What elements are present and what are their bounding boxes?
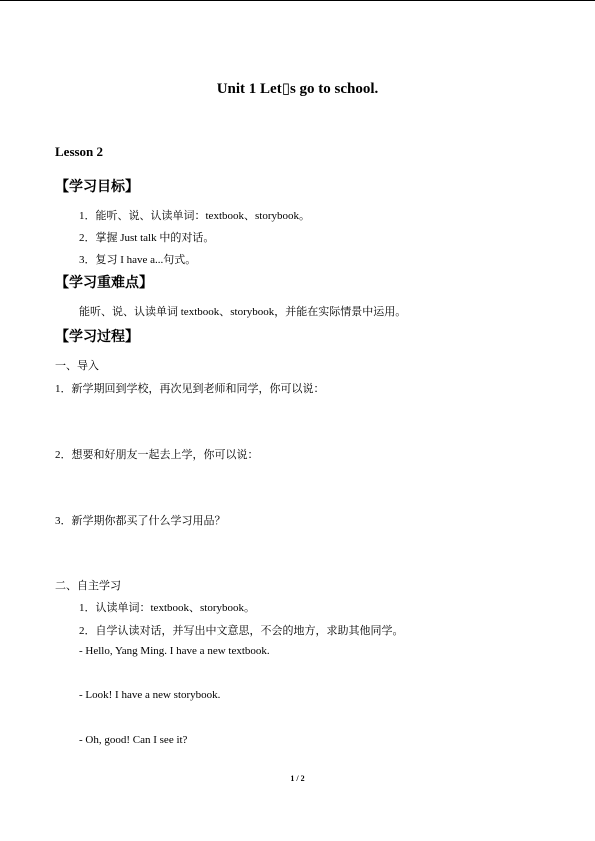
lesson-label: Lesson 2 <box>55 144 104 159</box>
goal-item: 1．能听、说、认读单词：textbook、storybook。 <box>79 210 310 222</box>
self-study-item: 2．自学认读对话，并写出中文意思，不会的地方，求助其他同学。 <box>79 625 404 637</box>
goal-item: 3．复习 I have a...句式。 <box>79 254 197 266</box>
page-title: Unit 1 Let▯s go to school. <box>216 81 379 97</box>
dialog-line: - Oh, good! Can I see it? <box>79 734 188 746</box>
self-study-item: 1．认读单词：textbook、storybook。 <box>79 602 255 614</box>
page-number: 1 / 2 <box>290 774 305 783</box>
goal-item: 2．掌握 Just talk 中的对话。 <box>79 232 215 244</box>
question-3: 3．新学期你都买了什么学习用品？ <box>55 515 226 527</box>
process-heading: 【学习过程】 <box>55 329 139 345</box>
dialog-line: - Look! I have a new storybook. <box>79 689 221 701</box>
part1-heading: 一、导入 <box>55 360 99 372</box>
goals-heading: 【学习目标】 <box>55 179 139 195</box>
key-points-text: 能听、说、认读单词 textbook、storybook，并能在实际情景中运用。 <box>79 306 407 318</box>
question-2: 2．想要和好朋友一起去上学，你可以说： <box>55 449 259 461</box>
question-1: 1．新学期回到学校，再次见到老师和同学，你可以说： <box>55 383 325 395</box>
top-rule <box>0 0 595 1</box>
dialog-line: - Hello, Yang Ming. I have a new textbook. <box>79 645 270 657</box>
key-points-heading: 【学习重难点】 <box>55 275 153 291</box>
part2-heading: 二、自主学习 <box>55 580 121 592</box>
